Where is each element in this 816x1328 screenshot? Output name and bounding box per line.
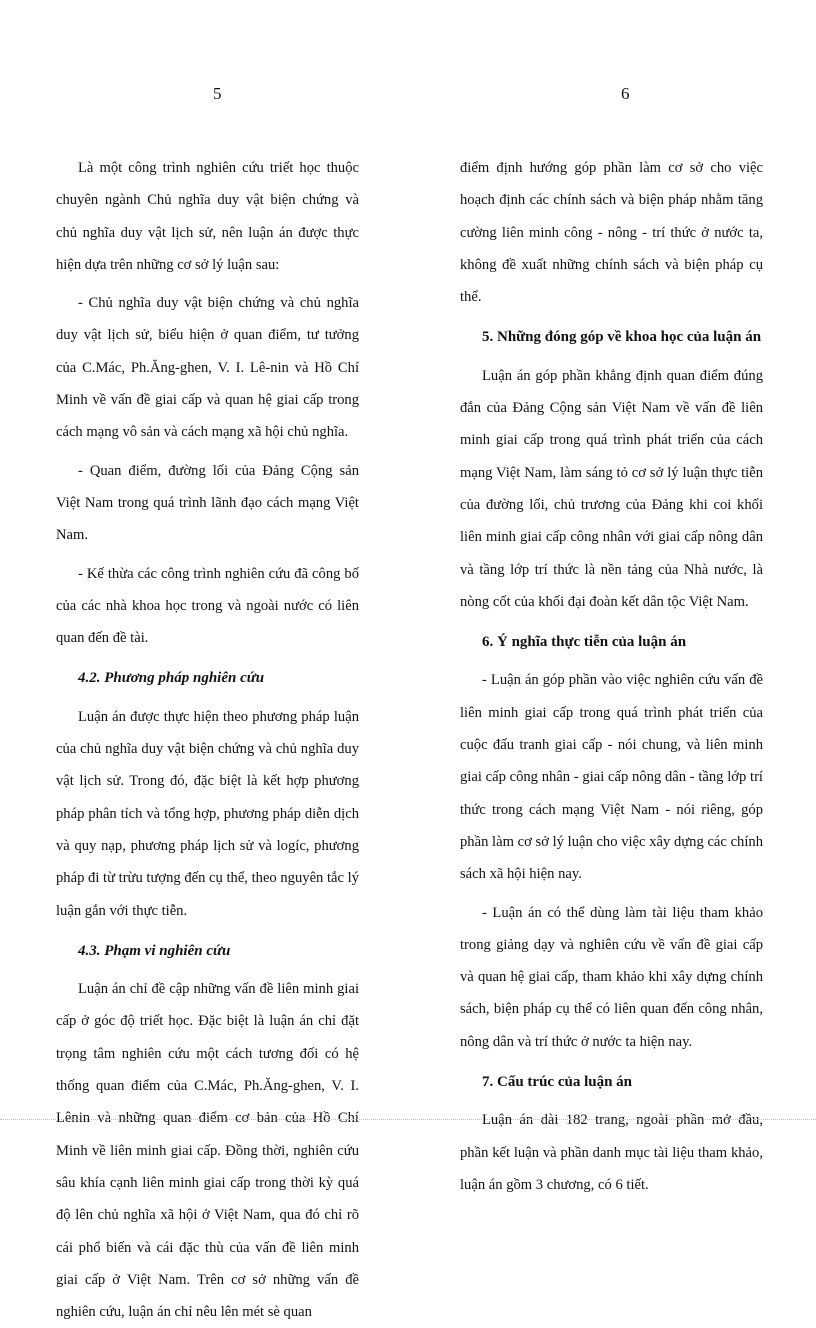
paragraph: - Quan điểm, đường lối của Đảng Cộng sản Việt Nam trong quá trình lãnh đạo cách mạng Việt Nam. xyxy=(56,462,359,544)
paragraph: - Luận án góp phần vào việc nghiên cứu vấn đề liên minh giai cấp trong quá trình phát triển của cuộc đấu tranh giai cấp - nói chung, và liên minh giai cấp công nhân - giai cấp nông dân - tầng lớp trí thức trong cách mạng Việt Nam - nói riêng, góp phần làm cơ sở lý luận cho việc xây dựng các chính sách xã hội hiện nay. xyxy=(460,672,763,883)
section-heading: 4.3. Phạm vi nghiên cứu xyxy=(78,942,231,959)
section-heading: 7. Cấu trúc của luận án xyxy=(482,1074,633,1091)
paragraph: Luận án dài 182 trang, ngoài phần mở đầu, phần kết luận và phần danh mục tài liệu tham khảo, luận án gồm 3 chương, có 6 tiết. xyxy=(460,1112,763,1193)
paragraph: Là một công trình nghiên cứu triết học thuộc chuyên ngành Chủ nghĩa duy vật biện chứng và chủ nghĩa duy vật lịch sử, nên luận án được thực hiện dựa trên những cơ sở lý luận sau: xyxy=(56,160,359,273)
paragraph: Luận án chỉ đề cập những vấn đề liên minh giai cấp ở góc độ triết học. Đặc biệt là luận án chỉ đặt trọng tâm nghiên cứu một cách tương đối có hệ thống quan điểm của C.Mác, Ph.Ăng-ghen, V. I. Lênin và những quan điểm cơ bản của Hồ Chí Minh về liên minh giai cấp. Đồng thời, nghiên cứu sâu khía cạnh liên minh giai cấp trong thời kỳ quá độ lên chủ nghĩa xã hội ở Việt Nam, qua đó chỉ rõ cái phổ biến và cái đặc thù của vấn đề liên minh giai cấp ở Việt Nam. Trên cơ sở những vấn đề nghiên cứu, luận án chỉ nêu lên mét sè quan xyxy=(56,981,359,1321)
section-heading: 4.2. Phương pháp nghiên cứu xyxy=(78,670,265,687)
left-column xyxy=(56,152,359,1328)
right-page-number: 6 xyxy=(621,84,630,103)
paragraph: - Luận án có thể dùng làm tài liệu tham khảo trong giảng dạy và nghiên cứu về vấn đề giai cấp và quan hệ giai cấp, tham khảo khi xây dựng chính sách, biện pháp cụ thể có liên quan đến công nhân, nông dân và trí thức ở nước ta hiện nay. xyxy=(460,904,763,1050)
paragraph: - Chủ nghĩa duy vật biện chứng và chủ nghĩa duy vật lịch sử, biểu hiện ở quan điểm, tư tưởng của C.Mác, Ph.Ăng-ghen, V. I. Lê-nin và Hồ Chí Minh về vấn đề giai cấp và quan hệ giai cấp trong cách mạng vô sản và cách mạng xã hội chủ nghĩa. xyxy=(56,295,359,441)
section-heading: 6. Ý nghĩa thực tiễn của luận án xyxy=(482,634,687,651)
paragraph: Luận án góp phần khẳng định quan điểm đúng đắn của Đảng Cộng sản Việt Nam về vấn đề liên minh giai cấp trong quá trình phát triển của cách mạng Việt Nam, làm sáng tỏ cơ sở lý luận thực tiễn của đường lối, chủ trương của Đảng khi coi khối liên minh giai cấp công nhân với giai cấp nông dân và tầng lớp trí thức là nền tảng của Nhà nước, là nòng cốt của khối đại đoàn kết dân tộc Việt Nam. xyxy=(460,367,763,610)
paragraph: - Kế thừa các công trình nghiên cứu đã công bố của các nhà khoa học trong và ngoài nước có liên quan đến đề tài. xyxy=(56,565,359,647)
left-page-number: 5 xyxy=(213,84,222,103)
bottom-dotted-border xyxy=(0,1119,816,1120)
right-column xyxy=(460,152,763,1201)
section-heading: 5. Những đóng góp về khoa học của luận án xyxy=(482,329,762,346)
paragraph: điểm định hướng góp phần làm cơ sở cho việc hoạch định các chính sách và biện pháp nhằm tăng cường liên minh công - nông - trí thức ở nước ta, không đề xuất những chính sách và biện pháp cụ thể. xyxy=(460,160,763,306)
paragraph: Luận án được thực hiện theo phương pháp luận của chủ nghĩa duy vật biện chứng và chủ nghĩa duy vật lịch sử. Trong đó, đặc biệt là kết hợp phương pháp phân tích và tổng hợp, phương pháp diễn dịch và quy nạp, phương pháp lịch sử và logíc, phương pháp đi từ trừu tượng đến cụ thể, theo nguyên tắc lý luận gắn với thực tiễn. xyxy=(56,708,359,919)
